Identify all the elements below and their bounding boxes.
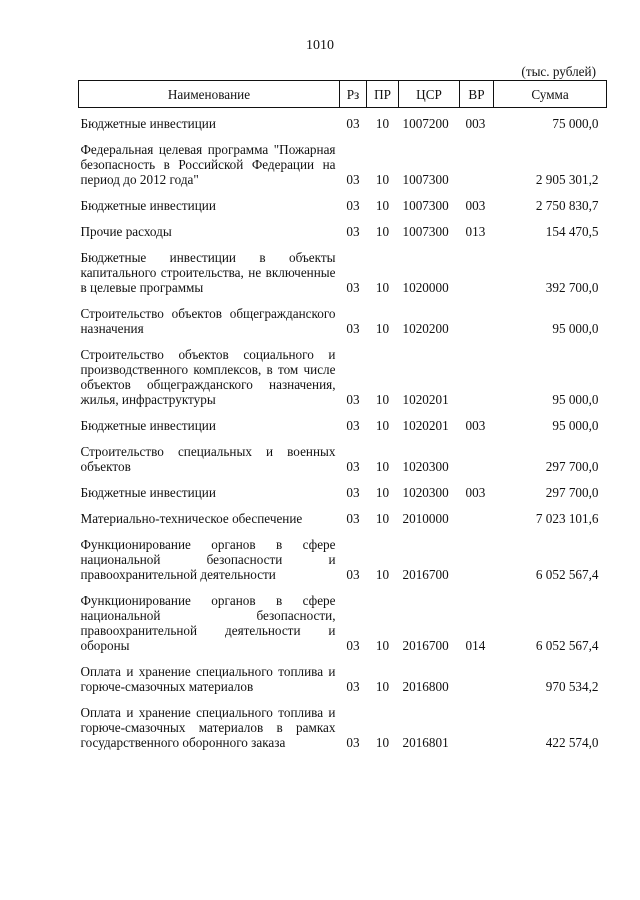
table-row [79, 108, 607, 135]
row-name: Оплата и хранение специального топлива и горюче-смазочных материалов [80, 664, 336, 694]
table-row [79, 656, 607, 697]
row-rz: 03 [346, 116, 360, 131]
row-csr: 1020201 [402, 392, 449, 407]
row-sum: 95 000,0 [552, 392, 599, 407]
table-row [79, 410, 607, 436]
row-vr: 013 [465, 224, 486, 239]
table-row [79, 503, 607, 529]
row-sum: 392 700,0 [545, 280, 599, 295]
row-pr: 10 [375, 198, 390, 213]
row-name: Бюджетные инвестиции [80, 418, 216, 433]
row-sum: 2 750 830,7 [535, 198, 599, 213]
page-number: 1010 [306, 38, 334, 53]
row-vr: 003 [465, 198, 486, 213]
row-sum: 297 700,0 [545, 459, 599, 474]
row-vr: 014 [465, 638, 486, 653]
row-rz: 03 [346, 280, 360, 295]
row-csr: 2016800 [402, 679, 449, 694]
row-csr: 2010000 [402, 511, 449, 526]
header-rz: Рз [340, 81, 367, 108]
row-csr: 2016700 [402, 567, 449, 582]
budget-table [78, 80, 607, 753]
table-row [79, 216, 607, 242]
row-pr: 10 [375, 679, 390, 694]
header-csr: ЦСР [399, 81, 460, 108]
table-body [79, 108, 607, 754]
row-vr [460, 697, 494, 753]
row-vr [460, 529, 494, 585]
row-rz: 03 [346, 567, 360, 582]
header-name: Наименование [79, 81, 340, 108]
row-csr: 1020200 [402, 321, 449, 336]
units-label: (тыс. рублей) [521, 64, 596, 79]
table-row [79, 242, 607, 298]
row-vr: 003 [465, 418, 486, 433]
row-pr: 10 [375, 280, 390, 295]
row-vr [460, 503, 494, 529]
row-csr: 1020300 [402, 459, 449, 474]
row-pr: 10 [375, 511, 390, 526]
row-pr: 10 [375, 459, 390, 474]
row-sum: 970 534,2 [545, 679, 599, 694]
row-vr: 003 [465, 116, 486, 131]
table-row [79, 436, 607, 477]
row-rz: 03 [346, 198, 360, 213]
row-name: Материально-техническое обеспечение [80, 511, 303, 526]
row-sum: 95 000,0 [552, 418, 599, 433]
row-pr: 10 [375, 321, 390, 336]
table-row [79, 585, 607, 656]
row-sum: 75 000,0 [552, 116, 599, 131]
row-sum: 297 700,0 [545, 485, 599, 500]
row-csr: 1007300 [402, 224, 449, 239]
row-rz: 03 [346, 459, 360, 474]
row-vr [460, 134, 494, 190]
row-name: Строительство объектов социального и производственного комплексов, в том числе объектов общегражданского назначения, жилья, инфраструктуры [80, 347, 336, 407]
row-rz: 03 [346, 224, 360, 239]
row-rz: 03 [346, 321, 360, 336]
row-pr: 10 [375, 485, 390, 500]
table-row [79, 697, 607, 753]
row-pr: 10 [375, 418, 390, 433]
row-sum: 6 052 567,4 [535, 567, 599, 582]
row-sum: 154 470,5 [545, 224, 599, 239]
header-pr: ПР [367, 81, 399, 108]
row-vr [460, 298, 494, 339]
row-csr: 1007300 [402, 172, 449, 187]
row-sum: 7 023 101,6 [535, 511, 599, 526]
row-vr [460, 656, 494, 697]
row-vr [460, 242, 494, 298]
row-csr: 1020201 [402, 418, 449, 433]
row-vr [460, 339, 494, 410]
row-rz: 03 [346, 679, 360, 694]
row-name: Бюджетные инвестиции в объекты капитального строительства, не включенные в целевые программы [80, 250, 336, 295]
row-pr: 10 [375, 172, 390, 187]
header-sum: Сумма [494, 81, 607, 108]
row-rz: 03 [346, 511, 360, 526]
row-csr: 1007300 [402, 198, 449, 213]
row-sum: 2 905 301,2 [535, 172, 599, 187]
row-rz: 03 [346, 485, 360, 500]
table-row [79, 477, 607, 503]
table-row [79, 190, 607, 216]
row-name: Строительство объектов общегражданского назначения [80, 306, 336, 336]
row-csr: 1007200 [402, 116, 449, 131]
table-row [79, 298, 607, 339]
row-pr: 10 [375, 116, 390, 131]
row-name: Функционирование органов в сфере национальной безопасности и правоохранительной деятельности [80, 537, 336, 582]
row-csr: 1020000 [402, 280, 449, 295]
row-sum: 6 052 567,4 [535, 638, 599, 653]
row-name: Оплата и хранение специального топлива и горюче-смазочных материалов в рамках государственного оборонного заказа [80, 705, 336, 750]
row-pr: 10 [375, 567, 390, 582]
row-pr: 10 [375, 392, 390, 407]
row-sum: 95 000,0 [552, 321, 599, 336]
row-name: Бюджетные инвестиции [80, 485, 216, 500]
row-name: Прочие расходы [80, 224, 172, 239]
row-name: Функционирование органов в сфере национальной безопасности, правоохранительной деятельности и обороны [80, 593, 336, 653]
row-rz: 03 [346, 392, 360, 407]
row-csr: 1020300 [402, 485, 449, 500]
row-sum: 422 574,0 [545, 735, 599, 750]
row-pr: 10 [375, 735, 390, 750]
row-csr: 2016700 [402, 638, 449, 653]
table-row [79, 134, 607, 190]
row-rz: 03 [346, 638, 360, 653]
row-pr: 10 [375, 224, 390, 239]
row-pr: 10 [375, 638, 390, 653]
row-vr [460, 436, 494, 477]
row-rz: 03 [346, 418, 360, 433]
row-name: Бюджетные инвестиции [80, 116, 216, 131]
row-name: Федеральная целевая программа "Пожарная безопасность в Российской Федерации на период до 2012 года" [80, 142, 336, 187]
row-vr: 003 [465, 485, 486, 500]
table-row [79, 529, 607, 585]
table-header [79, 81, 607, 108]
row-name: Строительство специальных и военных объектов [80, 444, 336, 474]
table-row [79, 339, 607, 410]
header-vr: ВР [460, 81, 494, 108]
row-csr: 2016801 [402, 735, 449, 750]
row-rz: 03 [346, 172, 360, 187]
row-name: Бюджетные инвестиции [80, 198, 216, 213]
row-rz: 03 [346, 735, 360, 750]
